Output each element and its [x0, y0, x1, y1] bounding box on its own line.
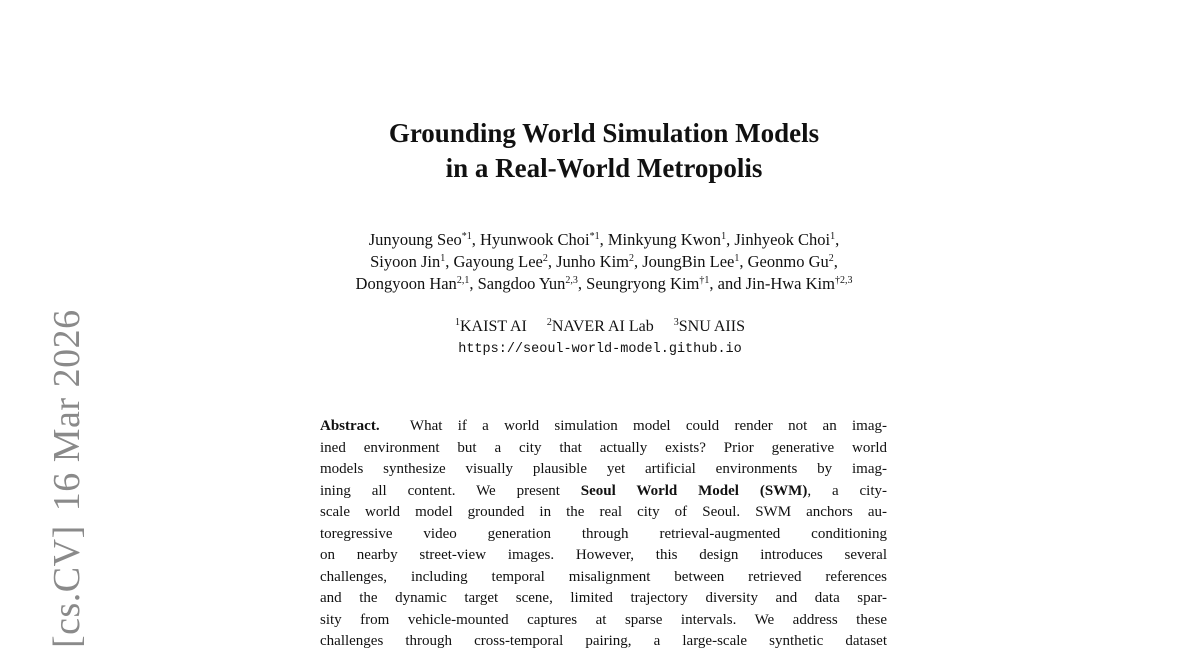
affiliation-name: KAIST AI: [460, 318, 527, 335]
author-name: Siyoon Jin: [370, 252, 441, 271]
paper-title: [0, 116, 1200, 186]
title-line-2: in a Real-World Metropolis: [445, 153, 763, 183]
author-name: Seungryong Kim: [586, 274, 700, 293]
abstract-line: challenges through cross-temporal pairing, a large-scale synthetic dataset: [320, 633, 887, 649]
author-affil: 1: [440, 253, 446, 264]
abstract-text: , a city-: [807, 482, 887, 499]
affiliation: [455, 317, 527, 337]
affiliation-number: 3: [673, 317, 679, 328]
abstract-line: [320, 416, 887, 438]
author-affil: 1: [734, 253, 740, 264]
model-name: Seoul World Model (SWM): [580, 482, 808, 499]
affiliations: [0, 317, 1200, 337]
abstract-line: and the dynamic target scene, limited trajectory diversity and data spar-: [320, 590, 887, 606]
author-name: JoungBin Lee: [642, 252, 735, 271]
author-affil: †1: [699, 275, 710, 286]
author-name: Geonmo Gu: [747, 252, 829, 271]
author-affil: 2,3: [565, 275, 578, 286]
affiliation-name: SNU AIIS: [678, 318, 745, 335]
author-affil: 1: [721, 231, 727, 242]
author-line-2: Siyoon Jin$^1$, Gayoung Lee$^2$, Junho Kim$^2$, JoungBin Lee$^1$, Geonmo Gu$^2$,: [370, 252, 838, 271]
author-name: Junyoung Seo: [368, 230, 462, 249]
author-affil: 2,1: [456, 275, 470, 286]
abstract-label: Abstract.: [320, 418, 380, 434]
author-name: Hyunwook Choi: [480, 230, 590, 249]
author-affil: 1: [830, 231, 836, 242]
affiliation: [674, 317, 745, 337]
author-affil: 2: [629, 253, 634, 264]
author-affil: 2: [828, 253, 834, 264]
author-affil: *1: [589, 231, 600, 242]
title-line-1: Grounding World Simulation Models: [388, 118, 820, 148]
author-affil: *1: [461, 231, 472, 242]
author-affil: †2,3: [834, 275, 853, 286]
abstract-line: scale world model grounded in the real city of Seoul. SWM anchors au-: [320, 504, 887, 520]
arxiv-date: 16 Mar 2026: [46, 309, 88, 512]
author-line-3: Dongyoon Han$^{2,1}$, Sangdoo Yun$^{2,3}$, Seungryong Kim$^{\dagger 1}$, and Jin-Hwa Kim$^{\dagger 2,3}$: [355, 274, 853, 293]
abstract-text: What if a world simulation model could render not an imag-: [409, 418, 887, 434]
author-name: Gayoung Lee: [453, 252, 543, 271]
abstract: [320, 416, 887, 653]
author-affil: 2: [542, 253, 548, 264]
author-name: Sangdoo Yun: [477, 274, 566, 293]
author-name: Jinhyeok Choi: [734, 230, 831, 249]
affiliation: [547, 317, 654, 337]
abstract-line: challenges, including temporal misalignment between retrieved references: [320, 568, 887, 585]
abstract-line: sity from vehicle-mounted captures at sparse intervals. We address these: [320, 611, 887, 628]
affiliation-number: 1: [455, 317, 460, 328]
author-list: [0, 229, 1200, 295]
abstract-line: ined environment but a city that actually exists? Prior generative world: [320, 439, 887, 456]
author-name: Junho Kim: [556, 252, 629, 271]
affiliation-number: 2: [546, 317, 552, 328]
author-name: Dongyoon Han: [355, 274, 457, 293]
abstract-text: ining all content. We present: [320, 482, 560, 499]
author-line-1: Junyoung Seo$^{*1}$, Hyunwook Choi$^{*1}$, Minkyung Kwon$^1$, Jinhyeok Choi$^1$,: [368, 230, 840, 249]
abstract-line: [320, 481, 887, 503]
author-name: Jin-Hwa Kim: [745, 274, 835, 293]
affiliation-name: NAVER AI Lab: [551, 318, 654, 335]
abstract-line: toregressive video generation through retrieval-augmented conditioning: [320, 525, 887, 542]
abstract-line: on nearby street-view images. However, this design introduces several: [320, 547, 887, 563]
arxiv-category: [cs.CV]: [46, 525, 88, 648]
author-name: Minkyung Kwon: [607, 230, 722, 249]
abstract-line: models synthesize visually plausible yet artificial environments by imag-: [320, 461, 887, 477]
project-url[interactable]: https://seoul-world-model.github.io: [458, 342, 742, 357]
author-conjunction: and: [717, 274, 742, 293]
